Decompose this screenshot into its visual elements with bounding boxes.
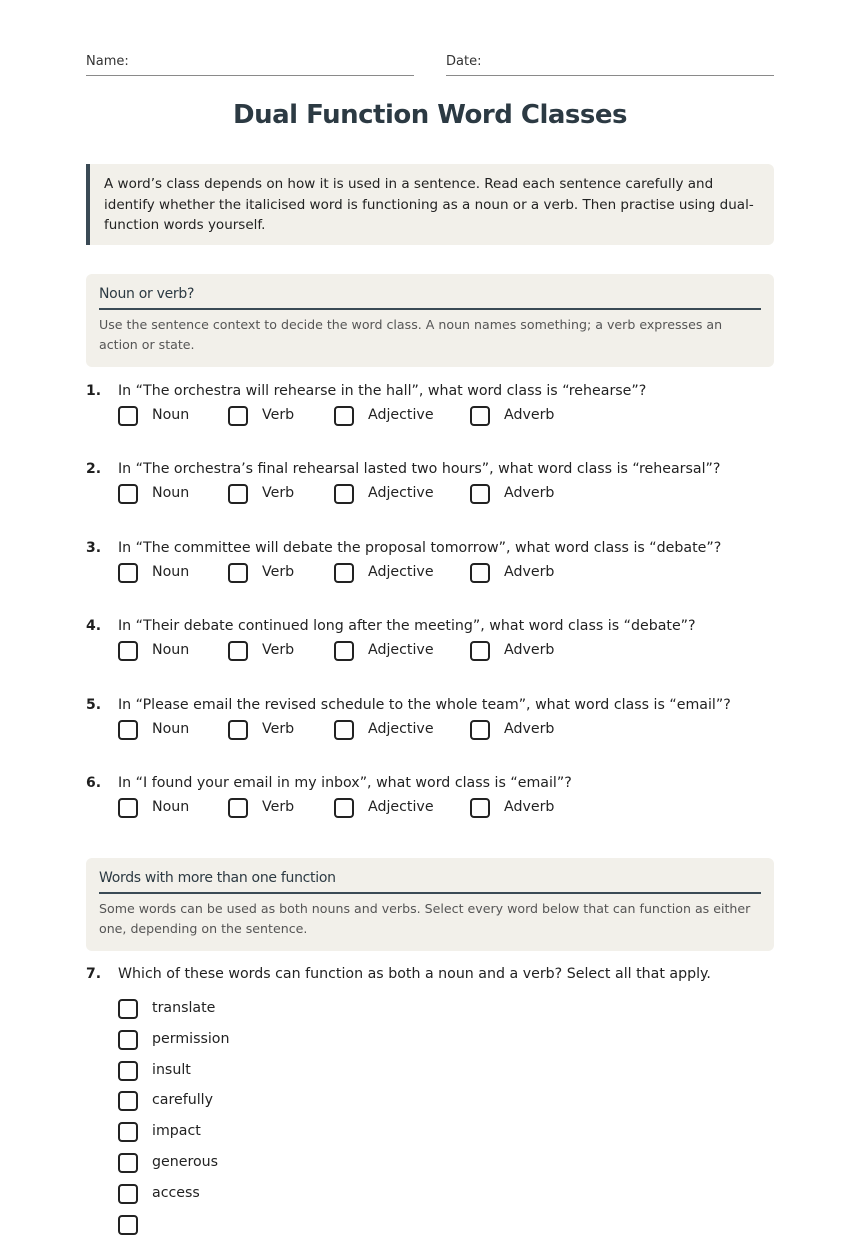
- checkbox[interactable]: [118, 798, 138, 818]
- question-number: 6.: [86, 775, 102, 791]
- answer-options: [118, 797, 758, 823]
- word-label: permission: [152, 1030, 230, 1047]
- option-label: Adverb: [504, 721, 555, 737]
- checkbox[interactable]: [334, 720, 354, 740]
- question-number: 5.: [86, 697, 102, 713]
- checkbox[interactable]: [118, 563, 138, 583]
- question-number: 4.: [86, 618, 102, 634]
- option-label: Verb: [262, 485, 295, 501]
- section-dual-function: [86, 858, 774, 951]
- section-title: Words with more than one function: [99, 870, 761, 894]
- checkbox[interactable]: [228, 563, 248, 583]
- checkbox[interactable]: [228, 641, 248, 661]
- checkbox[interactable]: [118, 1184, 138, 1204]
- option-label: Adjective: [368, 564, 434, 580]
- checkbox[interactable]: [334, 406, 354, 426]
- checkbox[interactable]: [118, 641, 138, 661]
- word-option[interactable]: [118, 1152, 418, 1178]
- question-text: Which of these words can function as both a noun and a verb? Select all that apply.: [118, 966, 711, 982]
- word-option[interactable]: [118, 1214, 418, 1240]
- checkbox[interactable]: [118, 406, 138, 426]
- word-option[interactable]: [118, 1090, 418, 1116]
- question-text: In “I found your email in my inbox”, what word class is “email”?: [118, 775, 572, 791]
- word-label: access: [152, 1184, 200, 1201]
- header-fields: [86, 54, 774, 76]
- checkbox[interactable]: [118, 1091, 138, 1111]
- answer-options: [118, 483, 758, 509]
- option-label: Noun: [152, 407, 190, 423]
- word-option[interactable]: [118, 1183, 418, 1209]
- option-label: Adverb: [504, 799, 555, 815]
- answer-options: [118, 405, 758, 431]
- checkbox[interactable]: [228, 484, 248, 504]
- word-label: impact: [152, 1123, 201, 1140]
- checkbox[interactable]: [470, 641, 490, 661]
- checkbox[interactable]: [228, 720, 248, 740]
- checkbox[interactable]: [334, 563, 354, 583]
- checkbox[interactable]: [470, 484, 490, 504]
- checkbox[interactable]: [470, 798, 490, 818]
- checkbox[interactable]: [334, 484, 354, 504]
- option-label: Verb: [262, 642, 295, 658]
- checkbox[interactable]: [118, 999, 138, 1019]
- checkbox[interactable]: [470, 563, 490, 583]
- option-label: Adverb: [504, 407, 555, 423]
- question-number: 1.: [86, 383, 102, 399]
- checkbox[interactable]: [118, 1153, 138, 1173]
- option-label: Verb: [262, 407, 295, 423]
- section-title: Noun or verb?: [99, 286, 761, 310]
- word-label: generous: [152, 1154, 219, 1170]
- word-option[interactable]: [118, 998, 418, 1024]
- option-label: Noun: [152, 642, 190, 658]
- word-option[interactable]: [118, 1029, 418, 1055]
- word-label: translate: [152, 1000, 216, 1016]
- question-number: 2.: [86, 461, 102, 477]
- section-description: Some words can be used as both nouns and verbs. Select every word below that can function as either one, depending on the sentence.: [99, 901, 751, 936]
- section-description: Use the sentence context to decide the word class. A noun names something; a verb expresses an action or state.: [99, 317, 723, 352]
- option-label: Verb: [262, 721, 295, 737]
- checkbox[interactable]: [228, 406, 248, 426]
- option-label: Adjective: [368, 642, 434, 658]
- checkbox[interactable]: [118, 1215, 138, 1235]
- option-label: Noun: [152, 485, 190, 501]
- option-label: Adverb: [504, 564, 555, 580]
- option-label: Adverb: [504, 642, 555, 658]
- date-field[interactable]: [446, 54, 774, 76]
- checkbox[interactable]: [118, 1030, 138, 1050]
- answer-options: [118, 640, 758, 666]
- name-field[interactable]: [86, 54, 414, 76]
- option-label: Verb: [262, 564, 295, 580]
- name-label: Name:: [86, 54, 129, 69]
- word-option[interactable]: [118, 1060, 418, 1086]
- option-label: Noun: [152, 799, 190, 815]
- option-label: Adjective: [368, 799, 434, 815]
- word-label: carefully: [152, 1092, 214, 1109]
- option-label: Verb: [262, 799, 295, 815]
- checkbox[interactable]: [470, 720, 490, 740]
- question-text: In “The orchestra’s final rehearsal lasted two hours”, what word class is “rehearsal”?: [118, 461, 721, 477]
- answer-options: [118, 562, 758, 588]
- checkbox[interactable]: [118, 720, 138, 740]
- question-number: 3.: [86, 540, 102, 556]
- option-label: Adverb: [504, 485, 555, 501]
- section-noun-or-verb: [86, 274, 774, 367]
- checkbox[interactable]: [334, 641, 354, 661]
- option-label: Adjective: [368, 407, 434, 423]
- checkbox[interactable]: [118, 1122, 138, 1142]
- date-label: Date:: [446, 54, 482, 69]
- word-option[interactable]: [118, 1121, 418, 1147]
- checkbox[interactable]: [118, 1061, 138, 1081]
- option-label: Noun: [152, 721, 190, 737]
- option-label: Adjective: [368, 485, 434, 501]
- word-label: insult: [152, 1061, 191, 1078]
- option-label: Noun: [152, 564, 190, 580]
- option-label: Adjective: [368, 721, 434, 737]
- question-text: In “Their debate continued long after the meeting”, what word class is “debate”?: [118, 618, 696, 634]
- question-text: In “The committee will debate the proposal tomorrow”, what word class is “debate”?: [118, 540, 722, 556]
- checkbox[interactable]: [118, 484, 138, 504]
- checkbox[interactable]: [470, 406, 490, 426]
- checkbox[interactable]: [228, 798, 248, 818]
- intro-callout: A word’s class depends on how it is used in a sentence. Read each sentence carefully and identify whether the italicised word is functioning as a noun or a verb. Then practise using dual-function words yourself.: [86, 164, 774, 245]
- answer-options: [118, 719, 758, 745]
- question-text: In “Please email the revised schedule to the whole team”, what word class is “email”?: [118, 697, 731, 713]
- checkbox[interactable]: [334, 798, 354, 818]
- question-number: 7.: [86, 966, 102, 982]
- page-title: Dual Function Word Classes: [233, 100, 627, 130]
- question-text: In “The orchestra will rehearse in the hall”, what word class is “rehearse”?: [118, 383, 647, 399]
